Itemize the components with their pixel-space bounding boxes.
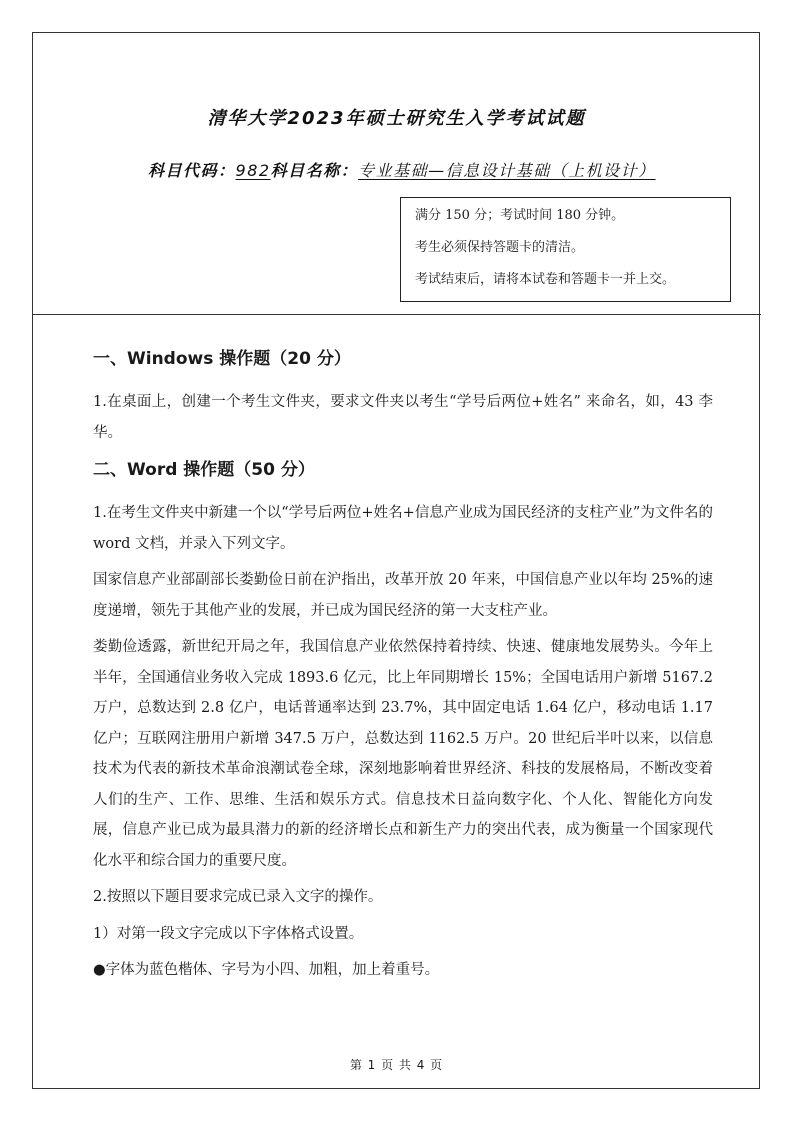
subject-name-label: 科目名称：: [270, 161, 359, 180]
question-paragraph: 2.按照以下题目要求完成已录入文字的操作。: [93, 889, 383, 905]
bullet-item: ●字体为蓝色楷体、字号为小四、加粗，加上着重号。: [93, 962, 440, 978]
exam-title: 清华大学2023年硕士研究生入学考试试题: [207, 108, 586, 129]
section-heading-word: 二、Word 操作题（50 分）: [93, 460, 315, 480]
notice-line: 满分 150 分；考试时间 180 分钟。: [415, 208, 625, 223]
page-number: 第 1 页 共 4 页: [349, 1058, 444, 1072]
notice-box: [400, 197, 731, 302]
subject-code-label: 科目代码：: [148, 161, 236, 180]
question-paragraph: 1.在桌面上，创建一个考生文件夹，要求文件夹以考生“学号后两位+姓名” 来命名，如，43 李华。: [93, 394, 713, 441]
question-paragraph: 1）对第一段文字完成以下字体格式设置。: [93, 925, 364, 942]
section-heading-windows: 一、Windows 操作题（20 分）: [93, 349, 351, 369]
body-paragraph: 国家信息产业部副部长娄勤俭日前在沪指出，改革开放 20 年来，中国信息产业以年均 25%的速度递增，领先于其他产业的发展，并已成为国民经济的第一大支柱产业。: [93, 572, 713, 619]
subject-name: 专业基础—信息设计基础（上机设计）: [358, 161, 656, 180]
subject-code: 982: [235, 161, 271, 180]
exam-content: [93, 345, 713, 986]
header-divider: [32, 314, 761, 315]
notice-line: 考试结束后，请将本试卷和答题卡一并上交。: [415, 272, 676, 287]
subject-line: [148, 158, 656, 181]
body-paragraph: 娄勤俭透露，新世纪开局之年，我国信息产业依然保持着持续、快速、健康地发展势头。今年上半年，全国通信业务收入完成 1893.6 亿元，比上年同期增长 15%；全国电话用户新增 5167.2 万户，总数达到 2.8 亿户，电话普通率达到 23.7%，其中固定电话 1.64 亿户，移动电话 1.17 亿户；互联网注册用户新增 347.5 万户，总数达到 1162.5 万户。20 世纪后半叶以来，以信息技术为代表的新技术革命浪潮试卷全球，深刻地影响着世界经济、科技的发展格局，不断改变着人们的生产、工作、思维、生活和娱乐方式。信息技术日益向数字化、个人化、智能化方向发展，信息产业已成为最具潜力的新的经济增长点和新生产力的突出代表，成为衡量一个国家现代化水平和综合国力的重要尺度。: [93, 639, 713, 869]
question-paragraph: 1.在考生文件夹中新建一个以“学号后两位+姓名+信息产业成为国民经济的支柱产业”为文件名的 word 文档，并录入下列文字。: [93, 505, 713, 552]
notice-line: 考生必须保持答题卡的清洁。: [415, 240, 585, 255]
